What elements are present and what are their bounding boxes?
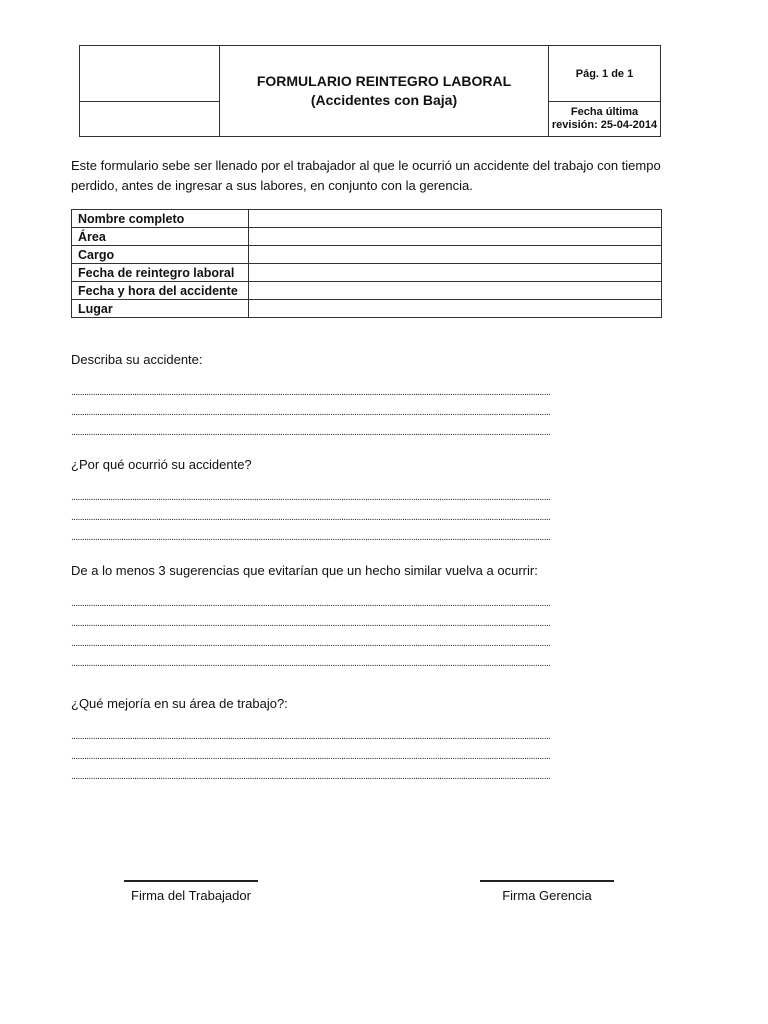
answer-line[interactable]: ............................................................................................................................................................................................................................ [71, 512, 551, 523]
row-label: Cargo [72, 246, 249, 264]
form-title: FORMULARIO REINTEGRO LABORAL [256, 73, 512, 89]
code-box [80, 102, 220, 137]
document-header [79, 45, 661, 137]
row-label: Fecha de reintegro laboral [72, 264, 249, 282]
logo-box [80, 46, 220, 102]
position-field[interactable] [249, 246, 662, 264]
answer-line[interactable]: ............................................................................................................................................................................................................................ [71, 492, 551, 503]
revision-date: revisión: 25-04-2014 [551, 119, 658, 131]
row-label: Nombre completo [72, 210, 249, 228]
answer-line[interactable]: ............................................................................................................................................................................................................................ [71, 407, 551, 418]
question-suggestions: De a lo menos 3 sugerencias que evitarían que un hecho similar vuelva a ocurrir: [71, 563, 538, 578]
answer-lines-why [71, 488, 653, 548]
table-row [72, 282, 662, 300]
full-name-field[interactable] [249, 210, 662, 228]
question-improvement: ¿Qué mejoría en su área de trabajo?: [71, 696, 288, 711]
question-why: ¿Por qué ocurrió su accidente? [71, 457, 252, 472]
answer-lines-suggestions [71, 594, 653, 674]
area-field[interactable] [249, 228, 662, 246]
form-subtitle: (Accidentes con Baja) [310, 92, 458, 108]
answer-line[interactable]: ............................................................................................................................................................................................................................ [71, 618, 551, 629]
signature-line[interactable] [480, 880, 614, 882]
place-field[interactable] [249, 300, 662, 318]
row-label: Fecha y hora del accidente [72, 282, 249, 300]
revision-cell [549, 102, 661, 137]
row-label: Lugar [72, 300, 249, 318]
worker-signature-label: Firma del Trabajador [131, 888, 251, 903]
answer-line[interactable]: ............................................................................................................................................................................................................................ [71, 427, 551, 438]
question-describe: Describa su accidente: [71, 352, 203, 367]
return-date-field[interactable] [249, 264, 662, 282]
answer-line[interactable]: ............................................................................................................................................................................................................................ [71, 658, 551, 669]
page-number: Pág. 1 de 1 [549, 46, 661, 102]
answer-line[interactable]: ............................................................................................................................................................................................................................ [71, 387, 551, 398]
table-row [72, 210, 662, 228]
answer-line[interactable]: ............................................................................................................................................................................................................................ [71, 731, 551, 742]
revision-label: Fecha última [570, 106, 639, 118]
answer-lines-describe [71, 383, 653, 443]
table-row [72, 264, 662, 282]
intro-text: Este formulario sebe ser llenado por el trabajador al que le ocurrió un accidente del trabajo con tiempo perdido, antes de ingresar a sus labores, en conjunto con la gerencia. [71, 158, 661, 193]
worker-info-table [71, 209, 662, 318]
answer-lines-improvement [71, 727, 653, 787]
management-signature [480, 880, 614, 903]
answer-line[interactable]: ............................................................................................................................................................................................................................ [71, 638, 551, 649]
answer-line[interactable]: ............................................................................................................................................................................................................................ [71, 771, 551, 782]
answer-line[interactable]: ............................................................................................................................................................................................................................ [71, 598, 551, 609]
worker-signature [124, 880, 258, 903]
accident-datetime-field[interactable] [249, 282, 662, 300]
table-row [72, 246, 662, 264]
row-label: Área [72, 228, 249, 246]
management-signature-label: Firma Gerencia [502, 888, 592, 903]
signature-line[interactable] [124, 880, 258, 882]
table-row [72, 300, 662, 318]
answer-line[interactable]: ............................................................................................................................................................................................................................ [71, 751, 551, 762]
table-row [72, 228, 662, 246]
answer-line[interactable]: ............................................................................................................................................................................................................................ [71, 532, 551, 543]
form-title-cell [220, 46, 549, 137]
